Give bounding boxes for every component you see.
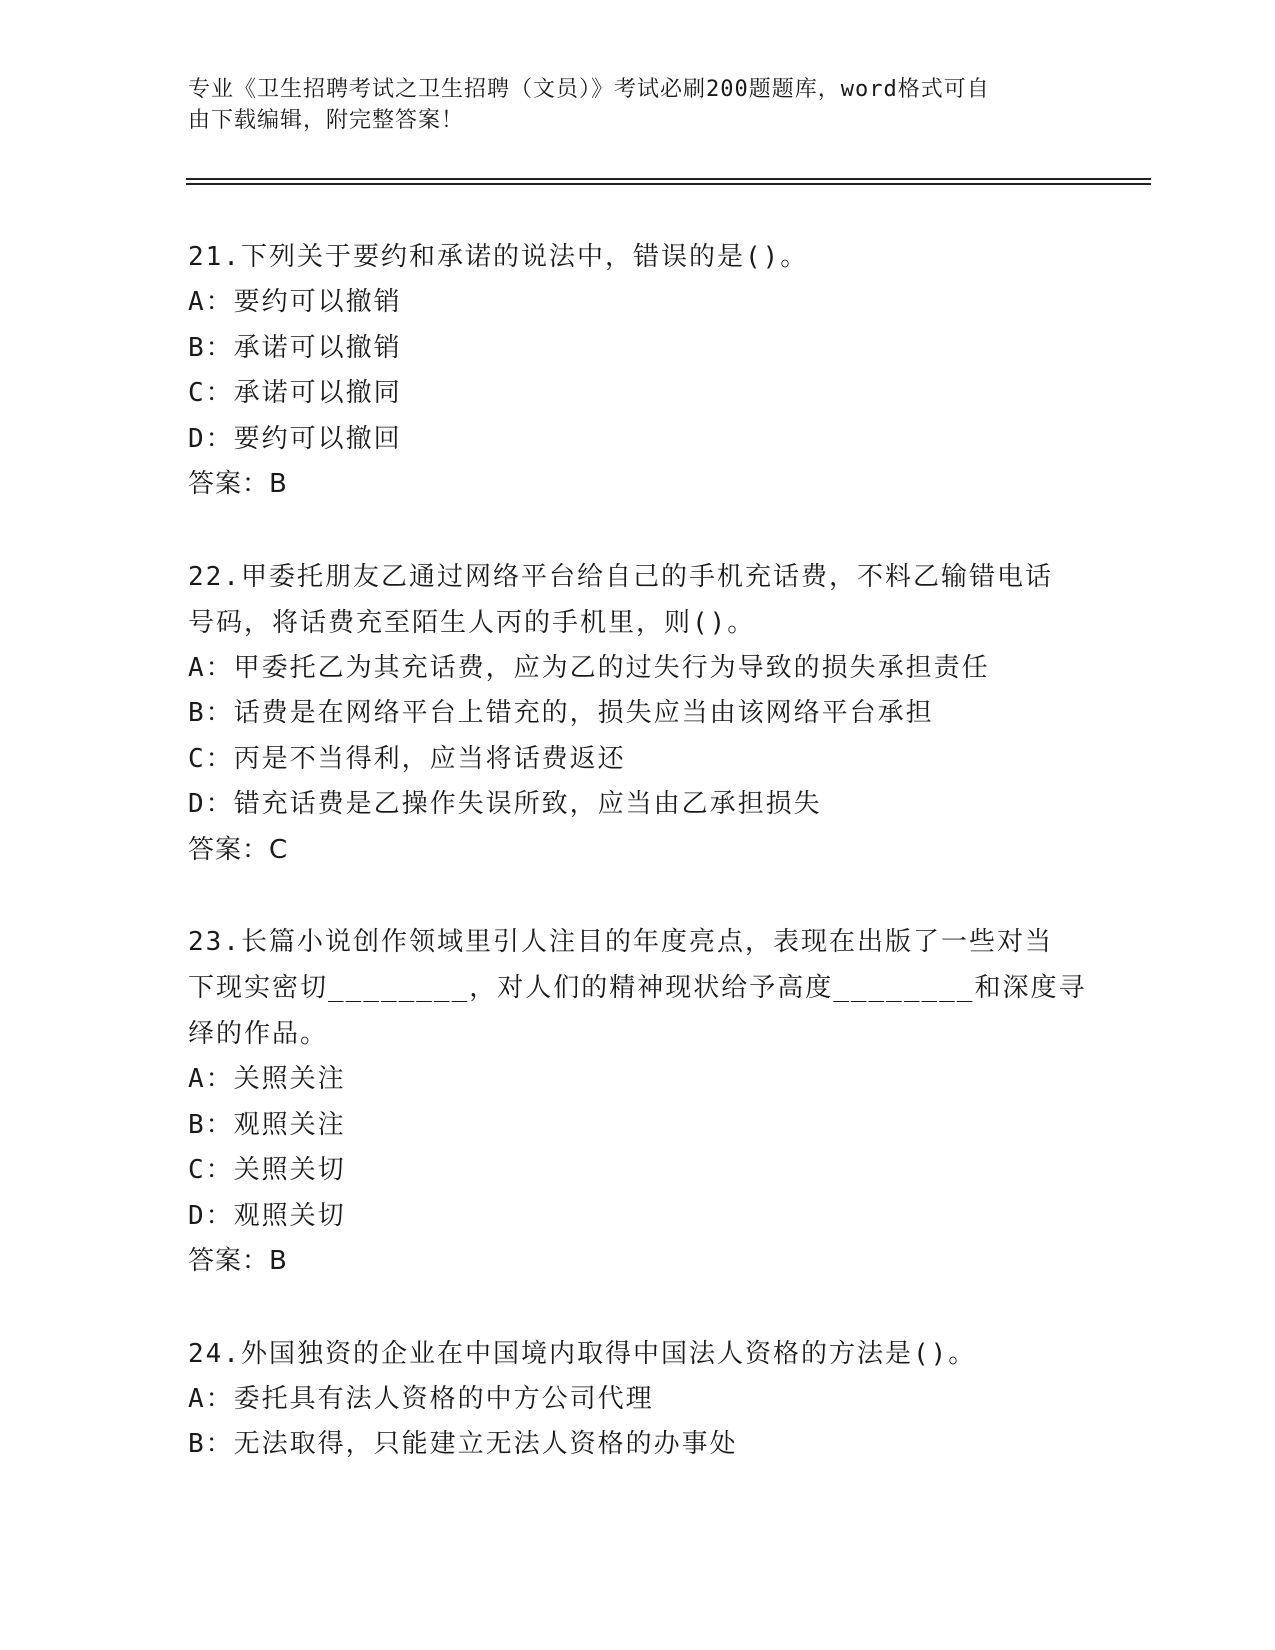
question-23 (188, 919, 1088, 1285)
answer: 答案：B (188, 469, 288, 499)
question-22 (188, 554, 1088, 874)
question-21 (188, 234, 1088, 508)
answer: 答案：B (188, 1246, 288, 1276)
question-stem-line-1: 23.长篇小说创作领域里引人注目的年度亮点，表现在出版了一些对当 (188, 927, 1053, 957)
option-a: A：关照关注 (188, 1064, 346, 1094)
option-a: A：要约可以撤销 (188, 287, 402, 317)
header-divider-top (186, 178, 1151, 180)
option-c: C：承诺可以撤同 (188, 378, 402, 408)
question-stem-line-1: 22.甲委托朋友乙通过网络平台给自己的手机充话费，不料乙输错电话 (188, 561, 1053, 592)
option-b: B：承诺可以撤销 (188, 332, 402, 363)
option-c: C：关照关切 (188, 1155, 346, 1185)
question-stem-line-2: 下现实密切________，对人们的精神现状给予高度________和深度寻 (188, 973, 1087, 1003)
option-b: B：话费是在网络平台上错充的，损失应当由该网络平台承担 (188, 698, 934, 728)
question-24 (188, 1331, 1088, 1468)
option-d: D：观照关切 (188, 1200, 346, 1231)
option-d: D：要约可以撤回 (188, 423, 402, 454)
option-a: A：甲委托乙为其充话费，应为乙的过失行为导致的损失承担责任 (188, 652, 990, 683)
question-list (188, 234, 1088, 1468)
question-stem-line-3: 绎的作品。 (188, 1019, 329, 1049)
document-header (188, 74, 1088, 136)
option-b: B：观照关注 (188, 1109, 346, 1140)
option-b: B：无法取得，只能建立无法人资格的办事处 (188, 1429, 738, 1459)
option-a: A：委托具有法人资格的中方公司代理 (188, 1383, 654, 1414)
header-divider-bottom (186, 183, 1151, 185)
option-c: C：丙是不当得利，应当将话费返还 (188, 743, 626, 774)
question-stem-line-2: 号码，将话费充至陌生人丙的手机里，则()。 (188, 607, 756, 638)
answer: 答案：C (188, 834, 289, 865)
header-line-2: 由下载编辑，附完整答案！ (188, 108, 465, 133)
option-d: D：错充话费是乙操作失误所致，应当由乙承担损失 (188, 789, 822, 819)
question-stem: 24.外国独资的企业在中国境内取得中国法人资格的方法是()。 (188, 1338, 977, 1369)
header-line-1: 专业《卫生招聘考试之卫生招聘（文员）》考试必刷200题题库，word格式可自 (188, 77, 990, 102)
question-stem: 21.下列关于要约和承诺的说法中，错误的是()。 (188, 242, 809, 272)
